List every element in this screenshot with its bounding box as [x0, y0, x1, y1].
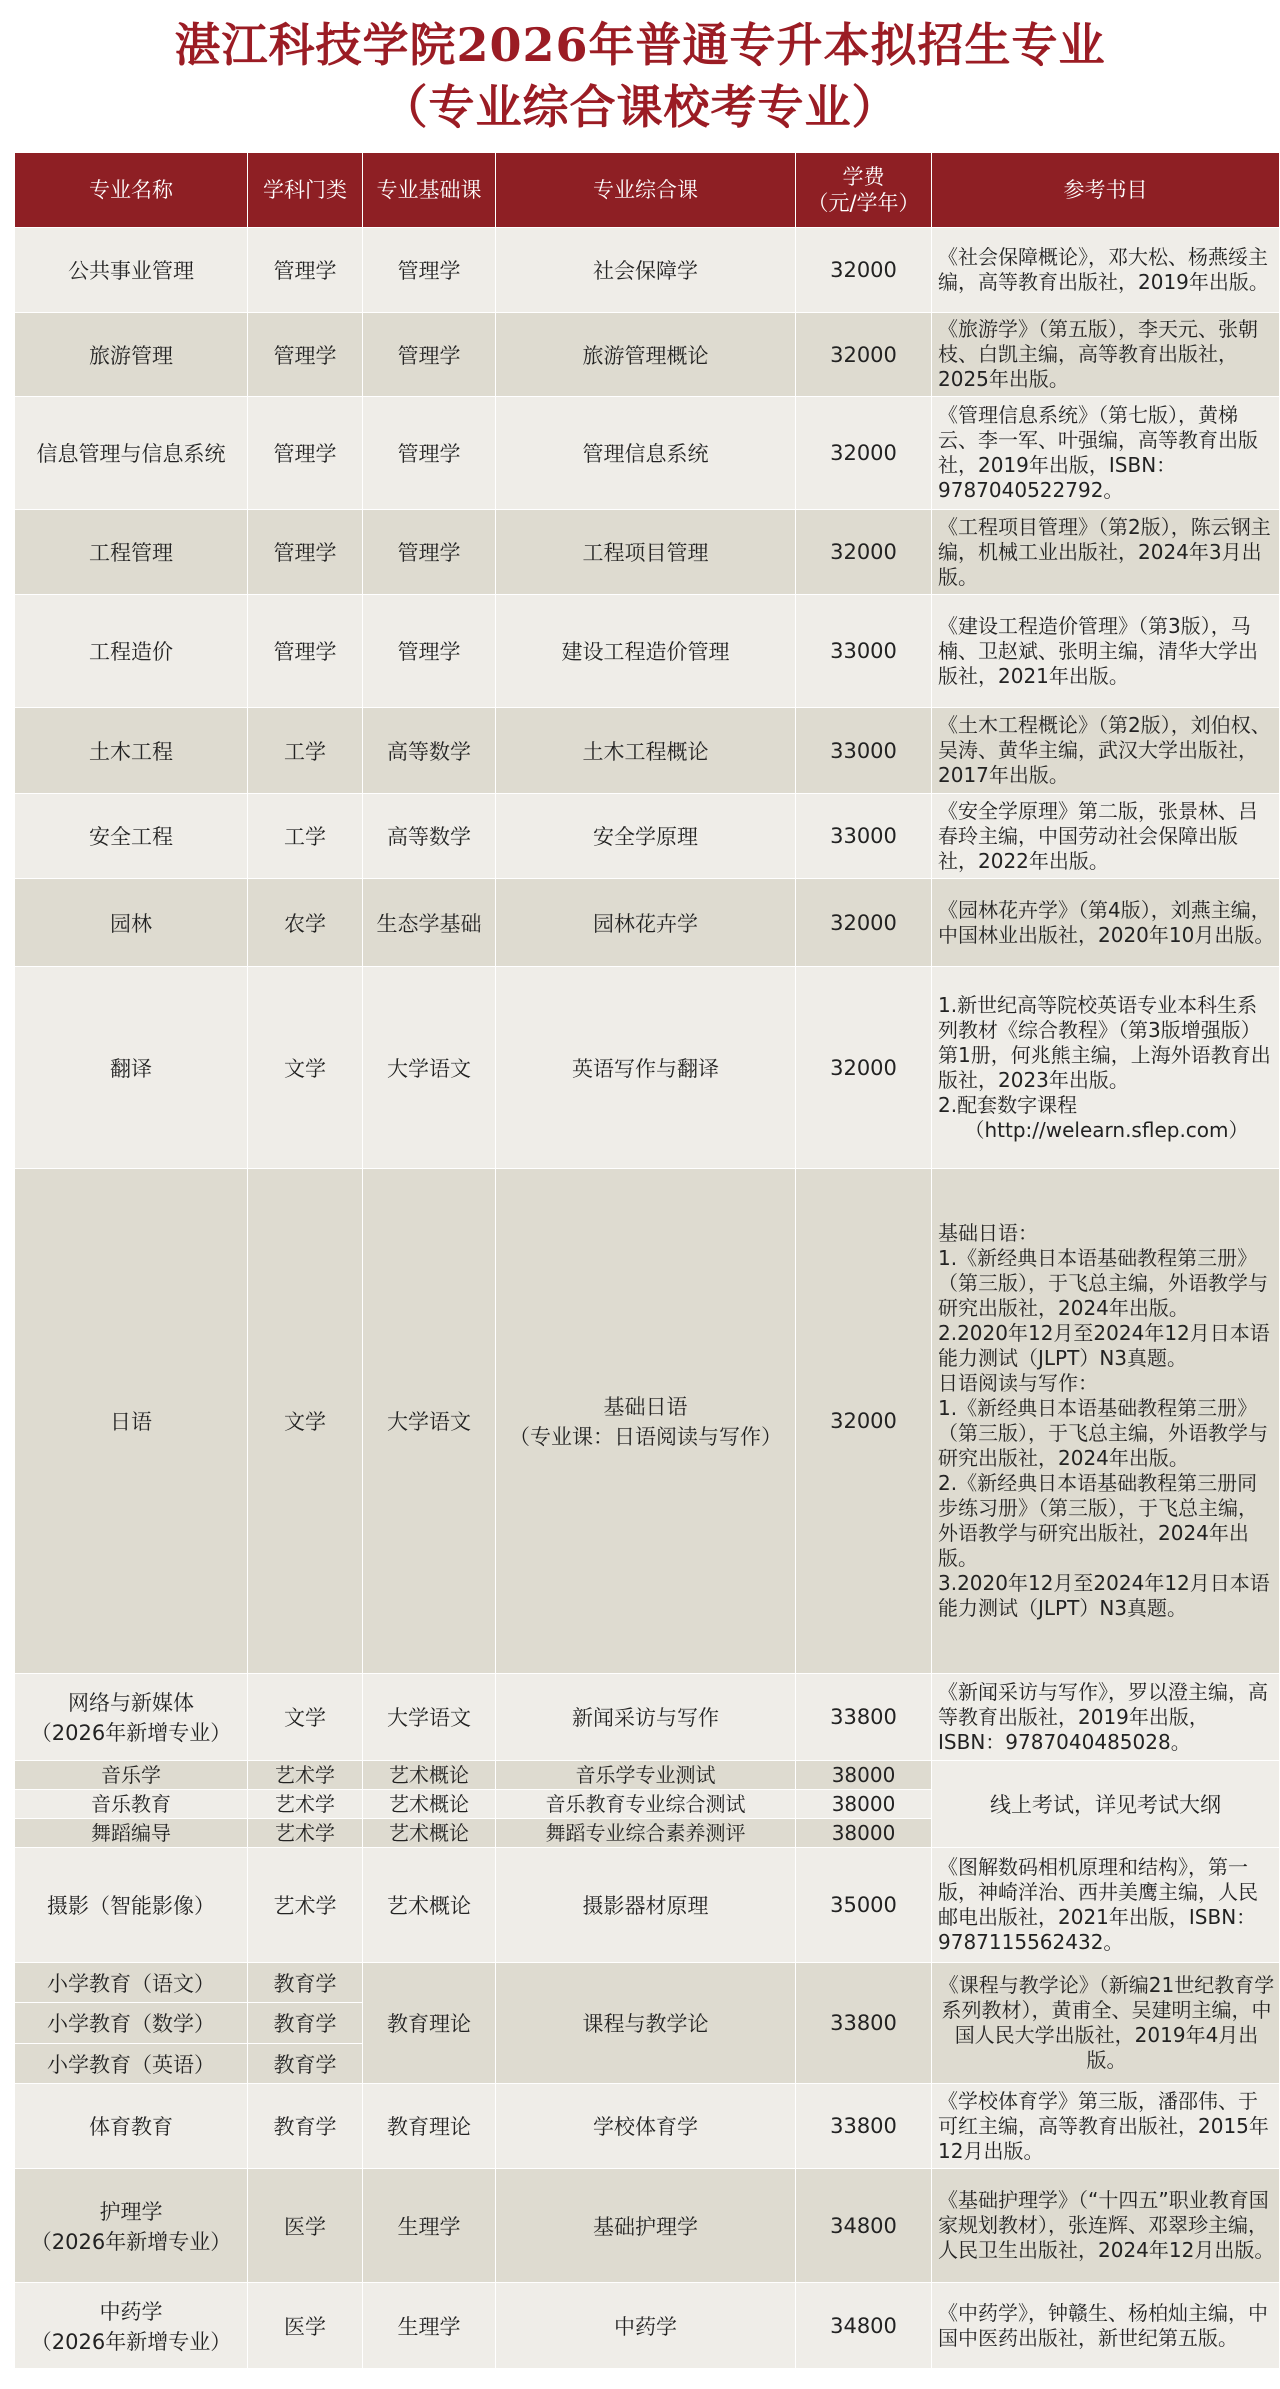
category-cell: 管理学	[248, 228, 363, 313]
comprehensive-course-cell: 课程与教学论	[496, 1963, 796, 2084]
major-cell: 小学教育（英语）	[15, 2044, 248, 2084]
page-subtitle: （专业综合课校考专业）	[381, 80, 899, 134]
table-row	[15, 1674, 1280, 1761]
fee-cell: 34800	[796, 2169, 932, 2283]
table-row	[15, 967, 1280, 1169]
category-cell: 管理学	[248, 397, 363, 510]
category-cell: 工学	[248, 794, 363, 879]
comprehensive-course-cell: 基础护理学	[496, 2169, 796, 2283]
book-cell: 《基础护理学》（“十四五”职业教育国家规划教材），张连辉、邓翠珍主编，人民卫生出版社，2024年12月出版。	[932, 2169, 1280, 2283]
base-course-cell: 管理学	[363, 228, 496, 313]
category-cell: 教育学	[248, 2084, 363, 2169]
comprehensive-course-cell: 英语写作与翻译	[496, 967, 796, 1169]
major-cell: 体育教育	[15, 2084, 248, 2169]
book-cell: 《管理信息系统》（第七版），黄梯云、李一军、叶强编，高等教育出版社，2019年出版，ISBN：9787040522792。	[932, 397, 1280, 510]
table-row	[15, 1169, 1280, 1674]
book-cell: 《社会保障概论》，邓大松、杨燕绥主编，高等教育出版社，2019年出版。	[932, 228, 1280, 313]
major-cell: 日语	[15, 1169, 248, 1674]
fee-cell: 33800	[796, 1963, 932, 2084]
book-line: 2.2020年12月至2024年12月日本语能力测试（JLPT）N3真题。	[938, 1321, 1270, 1370]
category-cell: 教育学	[248, 2003, 363, 2044]
comprehensive-course-cell: 旅游管理概论	[496, 313, 796, 397]
category-cell: 管理学	[248, 595, 363, 708]
table-row	[15, 2169, 1280, 2283]
base-course-cell: 艺术概论	[363, 1848, 496, 1963]
category-cell: 农学	[248, 879, 363, 967]
base-course-cell: 生理学	[363, 2283, 496, 2369]
book-line: 基础日语：	[938, 1221, 1038, 1245]
header-fee: 学费 （元/学年）	[796, 153, 932, 228]
book-cell: 《工程项目管理》（第2版），陈云钢主编，机械工业出版社，2024年3月出版。	[932, 510, 1280, 595]
major-cell: 舞蹈编导	[15, 1819, 248, 1848]
table-row	[15, 1963, 1280, 2003]
base-course-cell: 大学语文	[363, 967, 496, 1169]
table-row	[15, 2283, 1280, 2369]
book-cell	[932, 1169, 1280, 1674]
major-cell: 旅游管理	[15, 313, 248, 397]
comprehensive-course-cell: 基础日语 （专业课：日语阅读与写作）	[496, 1169, 796, 1674]
category-cell: 文学	[248, 1169, 363, 1674]
category-cell: 医学	[248, 2169, 363, 2283]
category-cell: 教育学	[248, 1963, 363, 2003]
base-course-cell: 大学语文	[363, 1169, 496, 1674]
book-line: 日语阅读与写作：	[938, 1371, 1098, 1395]
book-line: 3.2020年12月至2024年12月日本语能力测试（JLPT）N3真题。	[938, 1571, 1270, 1620]
base-course-cell: 高等数学	[363, 708, 496, 794]
major-cell: 音乐教育	[15, 1790, 248, 1819]
online-exam-note: 线上考试，详见考试大纲	[932, 1761, 1280, 1848]
base-course-cell: 艺术概论	[363, 1761, 496, 1790]
comprehensive-course-cell: 社会保障学	[496, 228, 796, 313]
major-cell: 翻译	[15, 967, 248, 1169]
major-cell: 工程造价	[15, 595, 248, 708]
category-cell: 管理学	[248, 313, 363, 397]
major-cell: 网络与新媒体 （2026年新增专业）	[15, 1674, 248, 1761]
comprehensive-course-cell: 音乐教育专业综合测试	[496, 1790, 796, 1819]
category-cell: 艺术学	[248, 1848, 363, 1963]
comprehensive-course-cell: 中药学	[496, 2283, 796, 2369]
fee-cell: 32000	[796, 397, 932, 510]
category-cell: 教育学	[248, 2044, 363, 2084]
category-cell: 医学	[248, 2283, 363, 2369]
table-row	[15, 879, 1280, 967]
comprehensive-course-cell: 摄影器材原理	[496, 1848, 796, 1963]
fee-cell: 32000	[796, 967, 932, 1169]
book-cell: 《建设工程造价管理》（第3版），马楠、卫赵斌、张明主编，清华大学出版社，2021年出版。	[932, 595, 1280, 708]
book-line: 1.《新经典日本语基础教程第三册》（第三版），于飞总主编，外语教学与研究出版社，2024年出版。	[938, 1246, 1268, 1320]
category-cell: 管理学	[248, 510, 363, 595]
major-cell: 工程管理	[15, 510, 248, 595]
fee-cell: 33800	[796, 2084, 932, 2169]
base-course-cell: 教育理论	[363, 2084, 496, 2169]
major-cell: 安全工程	[15, 794, 248, 879]
book-cell: 《学校体育学》第三版，潘邵伟、于可红主编，高等教育出版社，2015年12月出版。	[932, 2084, 1280, 2169]
category-cell: 文学	[248, 1674, 363, 1761]
comprehensive-course-cell: 园林花卉学	[496, 879, 796, 967]
book-line: 2.《新经典日本语基础教程第三册同步练习册》（第三版），于飞总主编，外语教学与研究出版社，2024年出版。	[938, 1471, 1258, 1570]
base-course-cell: 艺术概论	[363, 1819, 496, 1848]
base-course-cell: 生理学	[363, 2169, 496, 2283]
fee-cell: 33000	[796, 794, 932, 879]
category-cell: 艺术学	[248, 1790, 363, 1819]
book-cell: 《课程与教学论》（新编21世纪教育学系列教材），黄甫全、吴建明主编，中国人民大学出版社，2019年4月出版。	[932, 1963, 1280, 2084]
book-cell: 《土木工程概论》（第2版），刘伯权、吴涛、黄华主编，武汉大学出版社，2017年出版。	[932, 708, 1280, 794]
fee-cell: 34800	[796, 2283, 932, 2369]
comprehensive-course-cell: 音乐学专业测试	[496, 1761, 796, 1790]
category-cell: 艺术学	[248, 1761, 363, 1790]
book-cell: 《中药学》，钟赣生、杨柏灿主编，中国中医药出版社，新世纪第五版。	[932, 2283, 1280, 2369]
fee-cell: 32000	[796, 510, 932, 595]
table-row	[15, 228, 1280, 313]
category-cell: 艺术学	[248, 1819, 363, 1848]
book-link-text: （http://welearn.sflep.com）	[964, 1117, 1249, 1142]
comprehensive-course-cell: 管理信息系统	[496, 397, 796, 510]
major-cell: 中药学 （2026年新增专业）	[15, 2283, 248, 2369]
category-cell: 工学	[248, 708, 363, 794]
base-course-cell: 高等数学	[363, 794, 496, 879]
comprehensive-course-cell: 新闻采访与写作	[496, 1674, 796, 1761]
majors-table	[14, 152, 1280, 2369]
table-row	[15, 313, 1280, 397]
comprehensive-course-cell: 安全学原理	[496, 794, 796, 879]
base-course-cell: 教育理论	[363, 1963, 496, 2084]
fee-cell: 33000	[796, 708, 932, 794]
comprehensive-course-cell: 学校体育学	[496, 2084, 796, 2169]
fee-cell: 32000	[796, 313, 932, 397]
table-row	[15, 397, 1280, 510]
base-course-cell: 管理学	[363, 595, 496, 708]
major-cell: 护理学 （2026年新增专业）	[15, 2169, 248, 2283]
fee-cell: 32000	[796, 879, 932, 967]
base-course-cell: 大学语文	[363, 1674, 496, 1761]
table-row	[15, 595, 1280, 708]
major-cell: 信息管理与信息系统	[15, 397, 248, 510]
fee-cell: 35000	[796, 1848, 932, 1963]
base-course-cell: 艺术概论	[363, 1790, 496, 1819]
table-header-row	[15, 153, 1280, 228]
book-line: 1.《新经典日本语基础教程第三册》（第三版），于飞总主编，外语教学与研究出版社，2024年出版。	[938, 1396, 1268, 1470]
base-course-cell: 管理学	[363, 313, 496, 397]
book-cell: 《新闻采访与写作》，罗以澄主编，高等教育出版社，2019年出版，ISBN：9787040485028。	[932, 1674, 1280, 1761]
major-cell: 公共事业管理	[15, 228, 248, 313]
comprehensive-course-cell: 建设工程造价管理	[496, 595, 796, 708]
comprehensive-course-cell: 舞蹈专业综合素养测评	[496, 1819, 796, 1848]
major-cell: 摄影（智能影像）	[15, 1848, 248, 1963]
comprehensive-course-cell: 土木工程概论	[496, 708, 796, 794]
table-row	[15, 1761, 1280, 1790]
page-title: 湛江科技学院2026年普通专升本拟招生专业	[174, 18, 1106, 72]
book-cell: 《图解数码相机原理和结构》，第一版，神崎洋治、西井美鹰主编，人民邮电出版社，2021年出版，ISBN：9787115562432。	[932, 1848, 1280, 1963]
table-row	[15, 1848, 1280, 1963]
header-comprehensive-course: 专业综合课	[496, 153, 796, 228]
base-course-cell: 生态学基础	[363, 879, 496, 967]
book-cell: 《旅游学》（第五版），李天元、张朝枝、白凯主编，高等教育出版社，2025年出版。	[932, 313, 1280, 397]
major-cell: 小学教育（数学）	[15, 2003, 248, 2044]
book-cell	[932, 967, 1280, 1169]
book-line: 1.新世纪高等院校英语专业本科生系列教材《综合教程》（第3版增强版）第1册，何兆熊主编，上海外语教育出版社，2023年出版。	[938, 992, 1271, 1092]
major-cell: 音乐学	[15, 1761, 248, 1790]
fee-cell: 38000	[796, 1790, 932, 1819]
book-cell: 《园林花卉学》（第4版），刘燕主编，中国林业出版社，2020年10月出版。	[932, 879, 1280, 967]
major-cell: 园林	[15, 879, 248, 967]
fee-cell: 38000	[796, 1819, 932, 1848]
header-books: 参考书目	[932, 153, 1280, 228]
table-row	[15, 708, 1280, 794]
fee-cell: 32000	[796, 1169, 932, 1674]
fee-cell: 33800	[796, 1674, 932, 1761]
fee-cell: 32000	[796, 228, 932, 313]
fee-cell: 33000	[796, 595, 932, 708]
header-base-course: 专业基础课	[363, 153, 496, 228]
comprehensive-course-cell: 工程项目管理	[496, 510, 796, 595]
book-line: 2.配套数字课程	[938, 1092, 1078, 1117]
major-cell: 小学教育（语文）	[15, 1963, 248, 2003]
base-course-cell: 管理学	[363, 397, 496, 510]
table-row	[15, 510, 1280, 595]
header-major: 专业名称	[15, 153, 248, 228]
fee-cell: 38000	[796, 1761, 932, 1790]
base-course-cell: 管理学	[363, 510, 496, 595]
title-block	[0, 0, 1280, 152]
table-row	[15, 794, 1280, 879]
book-cell: 《安全学原理》第二版，张景林、吕春玲主编，中国劳动社会保障出版社，2022年出版。	[932, 794, 1280, 879]
category-cell: 文学	[248, 967, 363, 1169]
major-cell: 土木工程	[15, 708, 248, 794]
table-row	[15, 2084, 1280, 2169]
header-category: 学科门类	[248, 153, 363, 228]
